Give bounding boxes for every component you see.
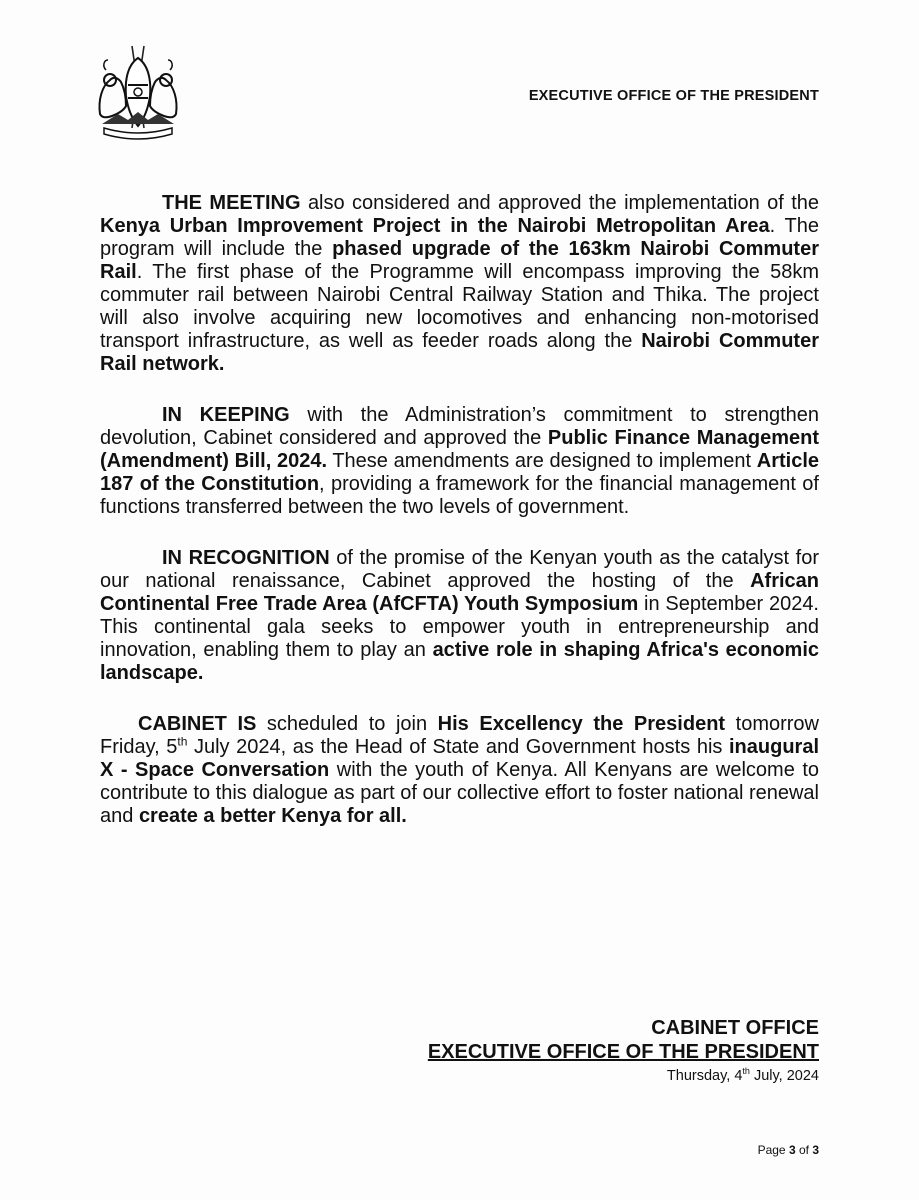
bold-text-run: IN RECOGNITION [162, 547, 330, 569]
page-mid: of [795, 1143, 813, 1157]
page-number [758, 1143, 819, 1157]
page-current: 3 [788, 1143, 796, 1157]
signature-line-cabinet-office: CABINET OFFICE [651, 1017, 819, 1039]
paragraph [100, 192, 819, 376]
paragraph [100, 713, 819, 828]
text-run: in September 2024. This continental gala seeks to empower youth in entrepreneurship and innovation, enabling them to play an [100, 593, 819, 661]
superscript-run: th [177, 734, 188, 749]
text-run: tomorrow Friday, 5 [100, 713, 820, 758]
signature-date [428, 1066, 819, 1086]
bold-text-run: Public Finance Management (Amendment) Bill, 2024. [100, 427, 819, 472]
text-run: with the Administration’s commitment to strengthen devolution, Cabinet considered and approved the [100, 404, 819, 449]
bold-text-run: create a better Kenya for all. [138, 805, 407, 827]
text-run: with the youth of Kenya. All Kenyans are welcome to contribute to this dialogue as part of our collective effort to foster national renewal and [100, 759, 819, 827]
text-run: scheduled to join [256, 713, 438, 735]
date-ordinal: th [742, 1066, 750, 1077]
date-suffix: July, 2024 [749, 1068, 819, 1084]
bold-text-run: African Continental Free Trade Area (AfCFTA) Youth Symposium [100, 570, 819, 615]
text-run: of the promise of the Kenyan youth as the catalyst for our national renaissance, Cabinet approved the hosting of the [100, 547, 820, 592]
bold-text-run: active role in shaping Africa's economic landscape. [100, 639, 820, 684]
bold-text-run: Nairobi Commuter Rail network. [100, 330, 819, 375]
date-prefix: Thursday, 4 [666, 1068, 743, 1084]
bold-text-run: Kenya Urban Improvement Project in the Nairobi Metropolitan Area [100, 215, 770, 237]
signature-block [428, 1016, 819, 1086]
text-run: , providing a framework for the financial management of functions transferred between the two levels of government. [100, 473, 819, 518]
text-run: . The program will include the [100, 215, 820, 260]
bold-text-run: CABINET IS [138, 713, 257, 735]
bold-text-run: IN KEEPING [162, 404, 290, 426]
text-run: These amendments are designed to implement [327, 450, 757, 472]
text-run: . The first phase of the Programme will encompass improving the 58km commuter rail between Nairobi Central Railway Station and Thika. The project will also involve acquiring new locomotives and enhancing non-motorised transport infrastructure, as well as feeder roads along the [100, 261, 819, 352]
page-prefix: Page [757, 1143, 789, 1157]
bold-text-run: Article 187 of the Constitution [100, 450, 819, 495]
signature-line-executive-office: EXECUTIVE OFFICE OF THE PRESIDENT [427, 1041, 819, 1063]
bold-text-run: inaugural X - Space Conversation [100, 736, 819, 781]
text-run: also considered and approved the implementation of the [300, 192, 819, 214]
page-total: 3 [812, 1143, 819, 1157]
paragraph [100, 547, 819, 685]
document-body [100, 192, 819, 856]
text-run: July 2024, as the Head of State and Government hosts his [187, 736, 729, 758]
kenya-coat-of-arms-icon [88, 40, 188, 140]
paragraph [100, 404, 819, 519]
bold-text-run: His Excellency the President [437, 713, 726, 735]
header-office-title: EXECUTIVE OFFICE OF THE PRESIDENT [528, 88, 819, 104]
bold-text-run: phased upgrade of the 163km Nairobi Commuter Rail [100, 238, 819, 283]
bold-text-run: THE MEETING [162, 192, 301, 214]
